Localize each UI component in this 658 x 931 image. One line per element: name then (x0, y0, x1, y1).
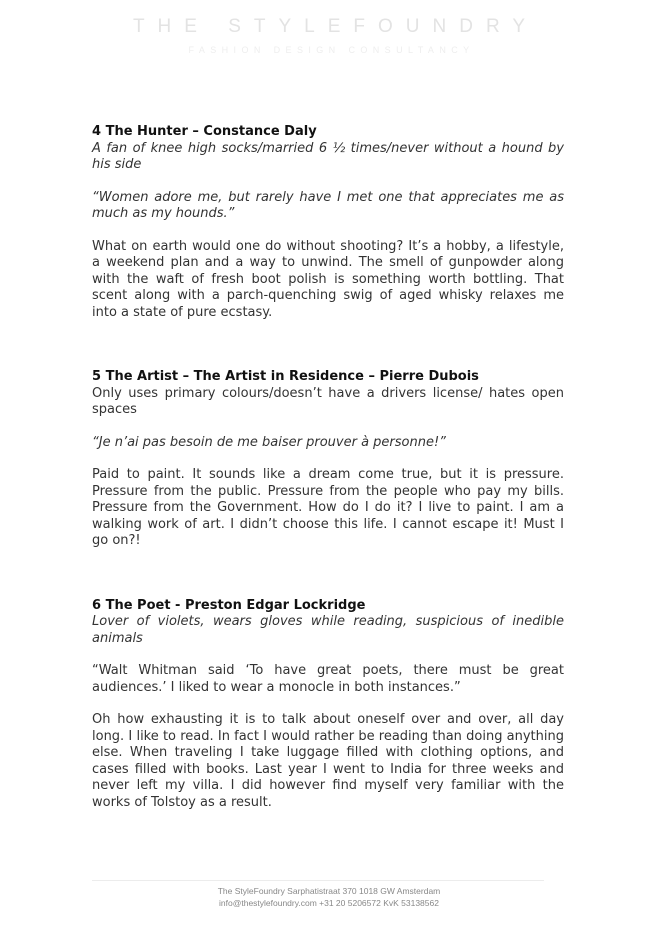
section-poet (92, 598, 564, 812)
section-subtitle: A fan of knee high socks/married 6 ½ times/never without a hound by his side (92, 140, 564, 172)
section-title: 5 The Artist – The Artist in Residence – Pierre Dubois (92, 369, 479, 384)
footer-divider (92, 880, 544, 881)
section-hunter (92, 124, 564, 321)
brand-tagline: FASHION DESIGN CONSULTANCY (188, 45, 475, 55)
section-body: Paid to paint. It sounds like a dream come true, but it is pressure. Pressure from the public. Pressure from the people who pay my bills. Pressure from the Government. How do I do it? I live to paint. I am a walking work of art. I didn’t choose this life. I cannot escape it! Must I go on?! (92, 467, 564, 548)
section-quote: “Women adore me, but rarely have I met one that appreciates me as much as my hounds.” (92, 189, 564, 221)
section-quote: “Je n’ai pas besoin de me baiser prouver à personne!” (92, 434, 446, 450)
brand-name: THE STYLEFOUNDRY (132, 16, 539, 37)
footer (0, 885, 658, 909)
section-artist (92, 369, 564, 550)
section-subtitle: Only uses primary colours/doesn’t have a drivers license/ hates open spaces (92, 385, 564, 417)
letterhead (0, 16, 658, 56)
document-body (92, 124, 564, 811)
section-body: What on earth would one do without shooting? It’s a hobby, a lifestyle, a weekend plan and a way to unwind. The smell of gunpowder along with the waft of fresh boot polish is something worth bottling. That scent along with a parch-quenching swig of aged whisky relaxes me into a state of pure ecstasy. (92, 238, 564, 320)
section-title: 4 The Hunter – Constance Daly (92, 124, 317, 139)
section-title: 6 The Poet - Preston Edgar Lockridge (92, 597, 366, 613)
footer-address: The StyleFoundry Sarphatistraat 370 1018 GW Amsterdam (217, 886, 441, 896)
footer-contact: info@thestylefoundry.com +31 20 5206572 KvK 53138562 (219, 898, 439, 908)
section-quote: “Walt Whitman said ‘To have great poets, there must be great audiences.’ I liked to wear a monocle in both instances.” (92, 663, 564, 695)
section-subtitle: Lover of violets, wears gloves while reading, suspicious of inedible animals (92, 614, 564, 646)
section-body: Oh how exhausting it is to talk about oneself over and over, all day long. I like to read. In fact I would rather be reading than doing anything else. When traveling I take luggage filled with clothing options, and cases filled with books. Last year I went to India for three weeks and never left my villa. I did however find myself very familiar with the works of Tolstoy as a result. (92, 712, 564, 810)
